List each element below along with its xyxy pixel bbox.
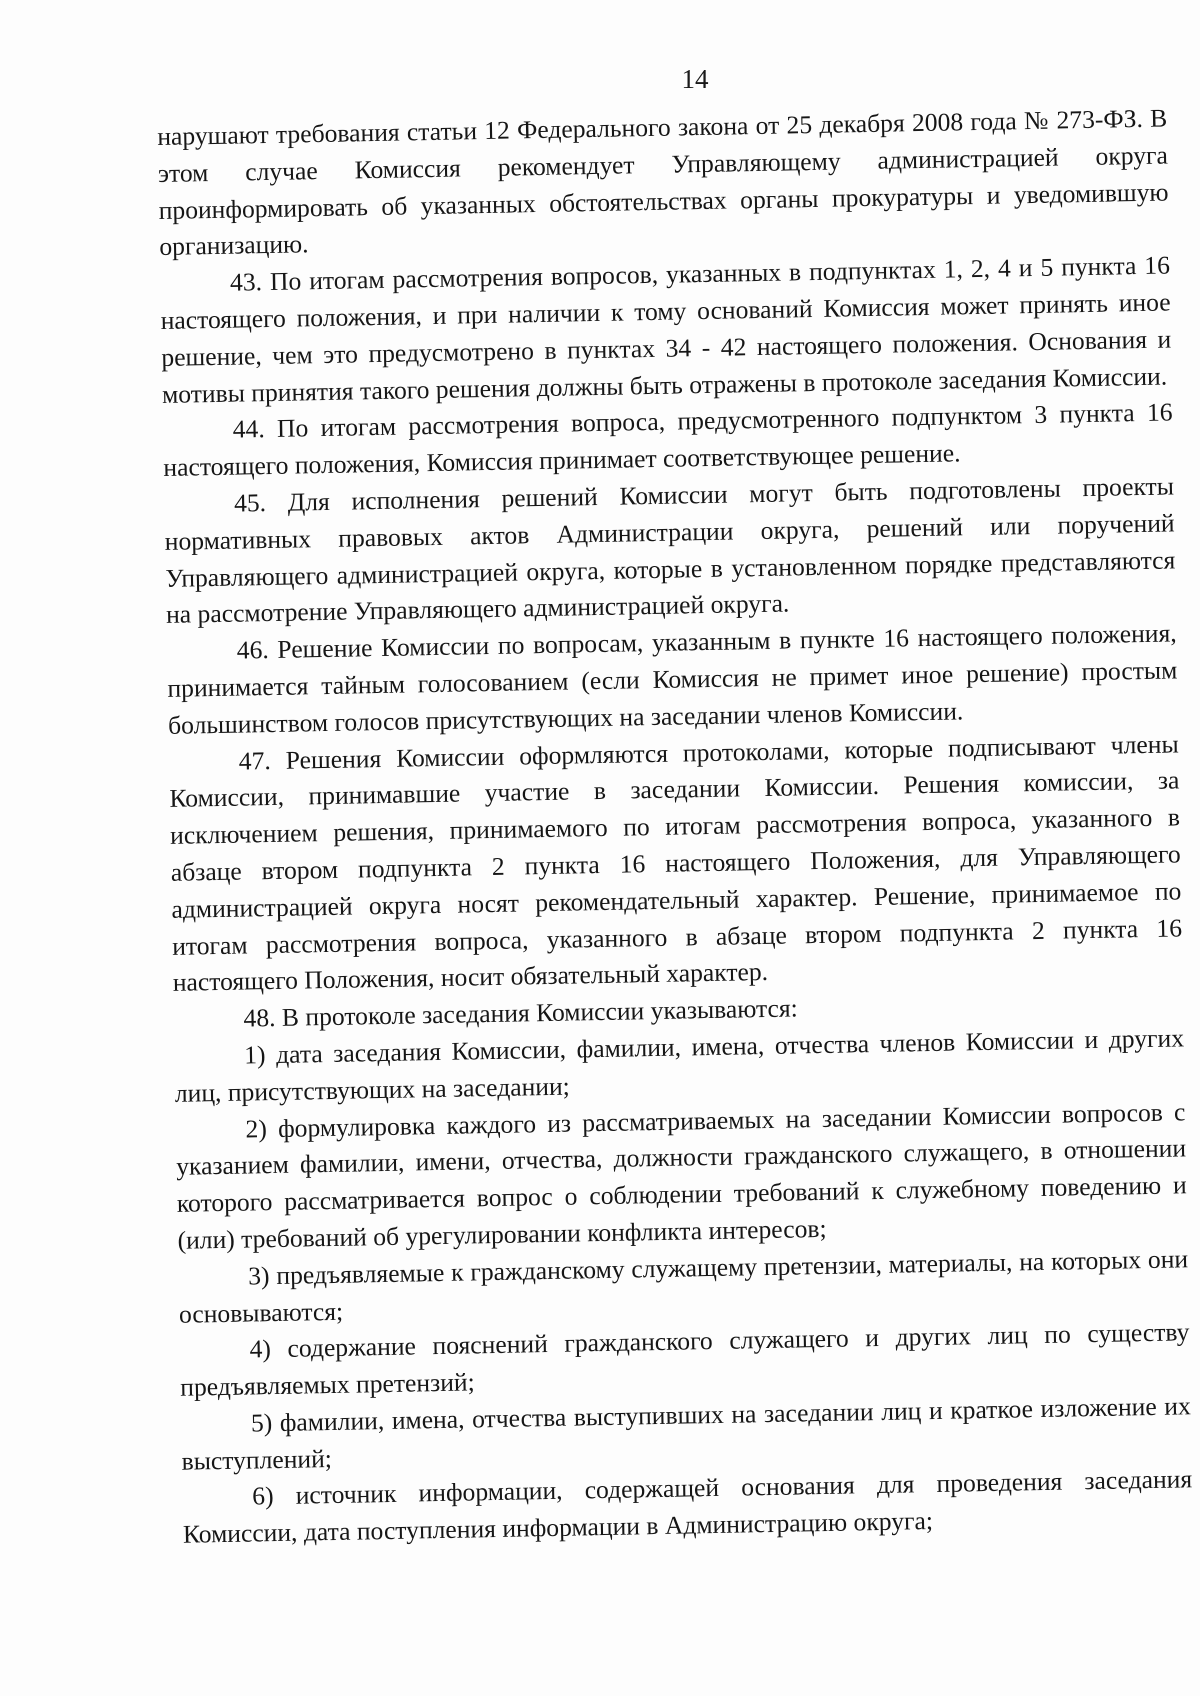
document-body <box>157 100 1193 1553</box>
list-item-3: 3) предъявляемые к гражданскому служащему претензии, материалы, на которых они основываются; <box>178 1244 1189 1329</box>
list-item-1: 1) дата заседания Комиссии, фамилии, имена, отчества членов Комиссии и других лиц, присутствующих на заседании; <box>174 1023 1185 1108</box>
list-item-5: 5) фамилии, имена, отчества выступивших на заседании лиц и краткое изложение их выступлений; <box>181 1391 1192 1476</box>
paragraph-48: 48. В протоколе заседания Комиссии указываются: <box>243 993 799 1033</box>
paragraph-43: 43. По итогам рассмотрения вопросов, указанных в подпунктах 1, 2, 4 и 5 пункта 16 настоящего положения, и при наличии к тому оснований Комиссия может принять иное решение, чем это предусмотрено в пунктах 34 - 42 настоящего положения. Основания и мотивы принятия такого решения должны быть отражены в протоколе заседания Комиссии. <box>160 250 1172 409</box>
list-item-4: 4) содержание пояснений гражданского служащего и других лиц по существу предъявляемых претензий; <box>179 1317 1190 1402</box>
paragraph-44: 44. По итогам рассмотрения вопроса, предусмотренного подпунктом 3 пункта 16 настоящего положения, Комиссия принимает соответствующее решение. <box>163 397 1173 483</box>
paragraph-45: 45. Для исполнения решений Комиссии могут быть подготовлены проекты нормативных правовых актов Администрации округа, решений или поручений Управляющего администрацией округа, которые в установленном порядке представляются на рассмотрение Управляющего администрацией округа. <box>164 471 1176 630</box>
paragraph-47: 47. Решения Комиссии оформляются протоколами, которые подписывают члены Комиссии, принимавшие участие в заседании Комиссии. Решения комиссии, за исключением решения, принимаемого по итогам рассмотрения вопроса, указанного в абзаце втором подпункта 2 пункта 16 настоящего Положения, для Управляющего администрацией округа носят рекомендательный характер. Решение, принимаемое по итогам рассмотрения вопроса, указанного в абзаце втором подпункта 2 пункта 16 настоящего Положения, носит обязательный характер. <box>169 728 1183 998</box>
paragraph-continuation: нарушают требования статьи 12 Федерального закона от 25 декабря 2008 года № 273-ФЗ. В этом случае Комиссия рекомендует Управляющему администрацией округа проинформировать об указанных обстоятельствах органы прокуратуры и уведомившую организацию. <box>157 103 1169 262</box>
list-item-6: 6) источник информации, содержащей основания для проведения заседания Комиссии, дата поступления информации в Администрацию округа; <box>182 1464 1193 1550</box>
list-item-2: 2) формулировка каждого из рассматриваемых на заседании Комиссии вопросов с указанием фамилии, имени, отчества, должности гражданского служащего, в отношении которого рассматривается вопрос о соблюдении требований к служебному поведению и (или) требований об урегулировании конфликта интересов; <box>175 1096 1187 1255</box>
paragraph-46: 46. Решение Комиссии по вопросам, указанным в пункте 16 настоящего положения, принимается тайным голосованием (если Комиссия не примет иное решение) простым большинством голосов присутствующих на заседании членов Комиссии. <box>167 618 1178 740</box>
page-number: 14 <box>681 64 709 94</box>
